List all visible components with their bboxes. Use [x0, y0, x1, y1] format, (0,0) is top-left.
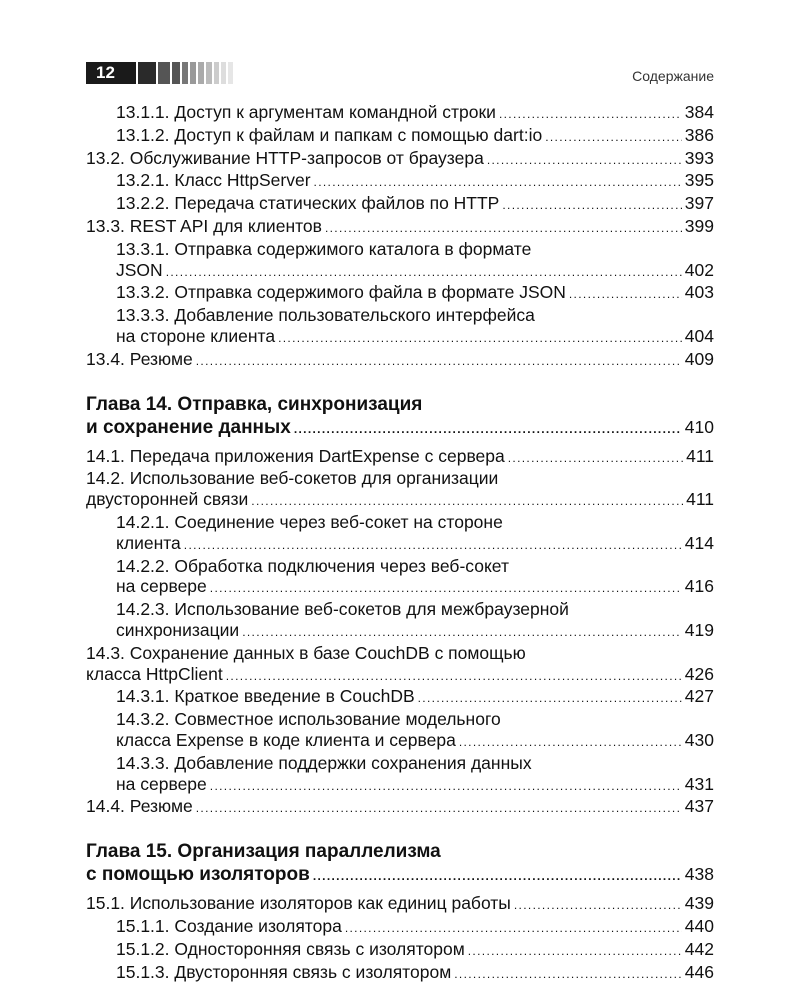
table-of-contents — [86, 102, 714, 984]
toc-entry-line: 14.3.2. Совместное использование модельного — [116, 709, 501, 730]
page-number: 12 — [86, 62, 136, 84]
header-bar — [228, 62, 233, 84]
toc-entry: 13.2. Обслуживание HTTP-запросов от браузера . . . 393 — [86, 148, 714, 171]
chapter-heading-entry: и сохранение данных . . . 410 — [86, 416, 714, 440]
header-bar — [172, 62, 180, 84]
toc-entry: на стороне клиента . . . 404 — [86, 326, 714, 349]
toc-entry-line: 14.2.3. Использование веб-сокетов для межбраузерной — [116, 599, 569, 620]
toc-entry: 13.3.2. Отправка содержимого файла в формате JSON . . . 403 — [86, 282, 714, 305]
toc-entry: двусторонней связи . . . 411 — [86, 489, 714, 512]
toc-entry: на сервере . . . 431 — [86, 774, 714, 797]
toc-entry-line: 14.2.2. Обработка подключения через веб-сокет — [116, 555, 509, 576]
toc-entry: 15.1. Использование изоляторов как единиц работы . . . 439 — [86, 893, 714, 916]
header-bar — [221, 62, 226, 84]
toc-entry: JSON . . . 402 — [86, 260, 714, 283]
header-decorative-bars — [138, 62, 235, 84]
toc-entry: 13.1.1. Доступ к аргументам командной строки . . . 384 — [86, 102, 714, 125]
toc-entry-line: 14.2.1. Соединение через веб-сокет на стороне — [116, 511, 503, 532]
toc-entry: 14.4. Резюме . . . 437 — [86, 796, 714, 819]
toc-entry: класса Expense в коде клиента и сервера . . . 430 — [86, 730, 714, 753]
chapter-heading: Глава 14. Отправка, синхронизация — [86, 393, 423, 415]
header-bar — [190, 62, 196, 84]
header-bar — [206, 62, 212, 84]
toc-entry: 14.3.1. Краткое введение в CouchDB . . . 427 — [86, 686, 714, 709]
header-bar — [198, 62, 204, 84]
header-bar — [158, 62, 170, 84]
toc-entry: класса HttpClient . . . 426 — [86, 664, 714, 687]
toc-entry: 15.1.1. Создание изолятора . . . 440 — [86, 916, 714, 939]
toc-entry: 14.1. Передача приложения DartExpense с сервера . . . 411 — [86, 446, 714, 469]
toc-entry: 13.3. REST API для клиентов . . . 399 — [86, 216, 714, 239]
header-bar — [138, 62, 156, 84]
running-title: Содержание — [632, 68, 714, 84]
toc-entry-line: 13.3.1. Отправка содержимого каталога в формате — [116, 238, 532, 259]
toc-entry-line: 14.3.3. Добавление поддержки сохранения данных — [116, 752, 532, 773]
chapter-heading: Глава 15. Организация параллелизма — [86, 841, 441, 863]
toc-entry: 13.1.2. Доступ к файлам и папкам с помощью dart:io . . . 386 — [86, 125, 714, 148]
toc-entry: 15.1.3. Двусторонняя связь с изолятором . . . 446 — [86, 962, 714, 985]
header-bar — [182, 62, 188, 84]
toc-entry-line: 14.3. Сохранение данных в базе CouchDB с помощью — [86, 642, 526, 663]
header-bar — [214, 62, 219, 84]
page-header — [86, 62, 714, 86]
toc-entry-line: 14.2. Использование веб-сокетов для организации — [86, 468, 499, 489]
toc-entry-line: 13.3.3. Добавление пользовательского интерфейса — [116, 305, 535, 326]
toc-entry: синхронизации . . . 419 — [86, 620, 714, 643]
toc-entry: 13.2.1. Класс HttpServer . . . 395 — [86, 170, 714, 193]
toc-entry: 15.1.2. Односторонняя связь с изолятором . . . 442 — [86, 939, 714, 962]
toc-entry: 13.2.2. Передача статических файлов по HTTP . . . 397 — [86, 193, 714, 216]
toc-entry: 13.4. Резюме . . . 409 — [86, 349, 714, 372]
toc-entry: на сервере . . . 416 — [86, 576, 714, 599]
toc-entry: клиента . . . 414 — [86, 533, 714, 556]
chapter-heading-entry: с помощью изоляторов . . . 438 — [86, 863, 714, 887]
